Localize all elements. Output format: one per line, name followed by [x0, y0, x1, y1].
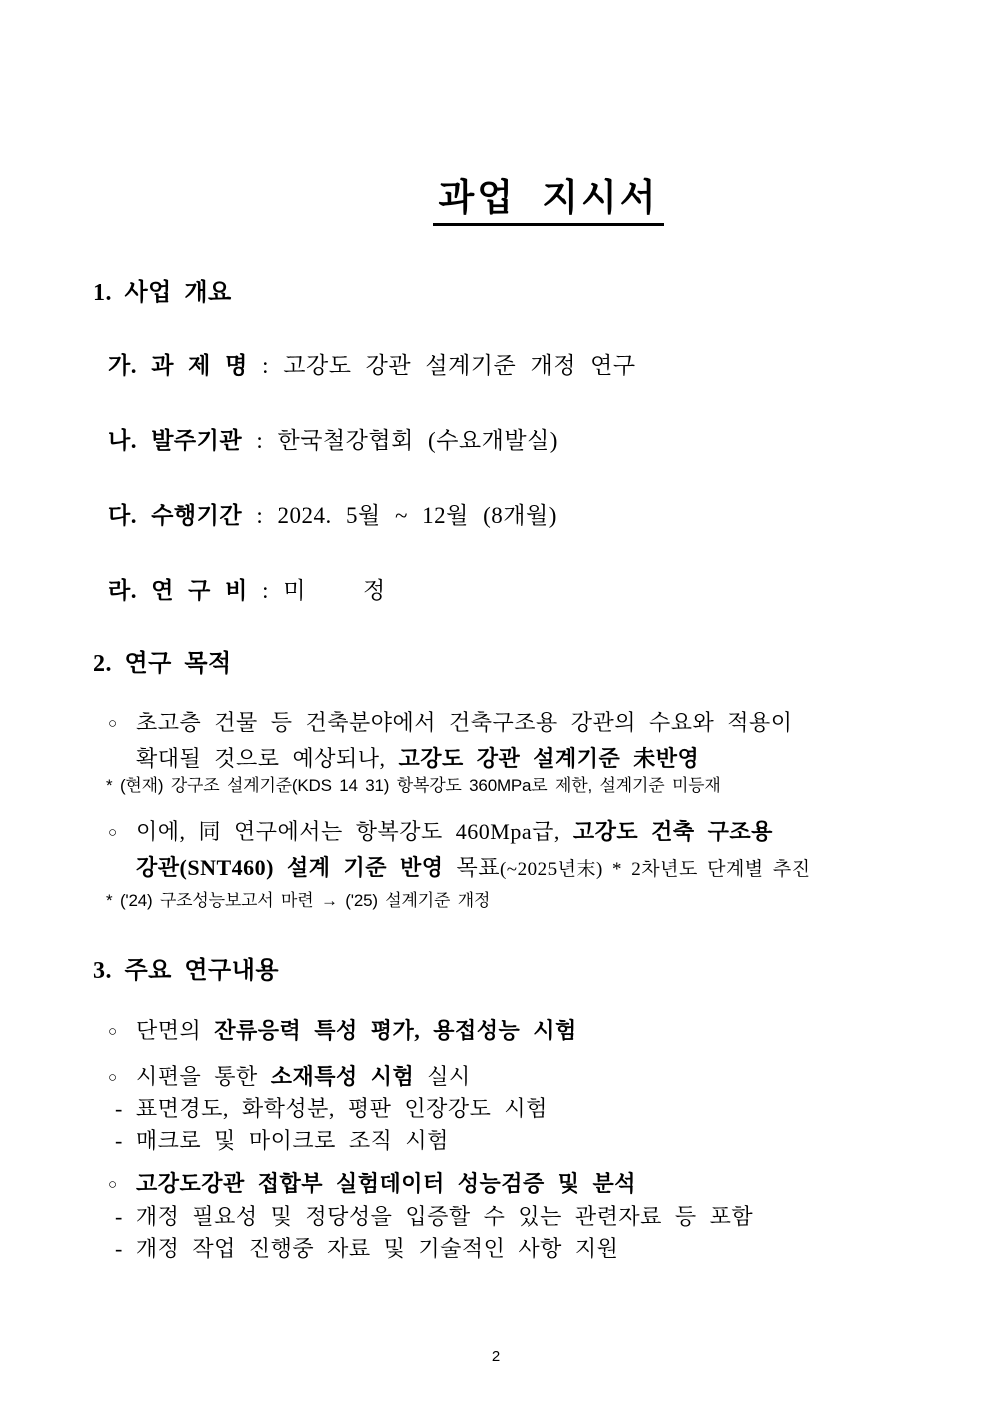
s3-bullet2-sub1: - 표면경도, 화학성분, 평판 인장강도 시험 — [115, 1096, 548, 1121]
s3-bullet3-sub2: - 개정 작업 진행중 자료 및 기술적인 사항 지원 — [115, 1236, 619, 1261]
s3-bullet1-regular: 단면의 — [136, 1018, 215, 1043]
field-budget-label: 라. 연 구 비 — [108, 578, 248, 603]
field-duration — [108, 497, 557, 530]
s2-bullet2-line1-bold: 고강도 건축 구조용 — [572, 819, 773, 844]
s3-bullet2-regular2: 실시 — [414, 1064, 471, 1089]
page-number: 2 — [491, 1348, 501, 1365]
s2-bullet2-line2-bold: 강관(SNT460) 설계 기준 반영 — [136, 855, 444, 880]
field-ordering-agency-label: 나. 발주기관 — [108, 428, 243, 453]
section-1-heading: 1. 사업 개요 — [93, 280, 232, 306]
s3-bullet1-bold: 잔류응력 특성 평가, 용접성능 시험 — [214, 1018, 577, 1043]
page-title-text: 과업 지시서 — [433, 178, 665, 226]
s2-bullet1-note: * (현재) 강구조 설계기준(KDS 14 31) 항복강도 360MPa로 제한, 설계기준 미등재 — [106, 776, 721, 795]
s2-bullet2-line2-regular: 목표 — [443, 855, 500, 880]
s3-bullet1 — [108, 1014, 577, 1045]
page-title — [0, 124, 992, 264]
field-project-name-value: 고강도 강관 설계기준 개정 연구 — [283, 353, 636, 378]
section-2-heading: 2. 연구 목적 — [93, 651, 232, 677]
field-ordering-agency — [108, 422, 558, 455]
s2-bullet1-line2-bold: 고강도 강관 설계기준 未반영 — [398, 746, 700, 771]
s2-bullet2-line1 — [108, 815, 773, 846]
bullet-icon: ○ — [108, 1070, 118, 1086]
s3-bullet3-bold: 고강도강관 접합부 실험데이터 성능검증 및 분석 — [136, 1171, 637, 1196]
s3-bullet2-bold: 소재특성 시험 — [270, 1064, 415, 1089]
field-budget — [108, 572, 386, 605]
s3-bullet2-regular1: 시편을 통한 — [136, 1064, 271, 1089]
bullet-icon: ○ — [108, 716, 118, 732]
field-budget-value: 미 정 — [283, 578, 386, 603]
bullet-icon: ○ — [108, 1177, 118, 1193]
field-ordering-agency-value: 한국철강협회 (수요개발실) — [277, 428, 558, 453]
field-project-name-label: 가. 과 제 명 — [108, 353, 248, 378]
field-duration-label: 다. 수행기간 — [108, 503, 243, 528]
s2-bullet1-line2-regular: 확대될 것으로 예상되나, — [136, 746, 399, 771]
colon-separator: : — [247, 578, 284, 603]
s3-bullet3 — [108, 1167, 636, 1198]
s2-bullet1-line2 — [136, 742, 699, 773]
s3-bullet3-sub1: - 개정 필요성 및 정당성을 입증할 수 있는 관련자료 등 포함 — [115, 1204, 754, 1229]
s2-bullet2-note: * ('24) 구조성능보고서 마련 → ('25) 설계기준 개정 — [106, 891, 491, 910]
s3-bullet2 — [108, 1060, 471, 1091]
s2-bullet2-line2-small: (~2025년末) * 2차년도 단계별 추진 — [499, 859, 811, 880]
s3-bullet2-sub2: - 매크로 및 마이크로 조직 시험 — [115, 1128, 449, 1153]
colon-separator: : — [242, 503, 278, 528]
colon-separator: : — [242, 428, 278, 453]
field-duration-value: 2024. 5월 ~ 12월 (8개월) — [277, 503, 557, 528]
s2-bullet1-line1 — [108, 706, 793, 737]
s2-bullet2-line1-regular: 이에, 同 연구에서는 항복강도 460Mpa급, — [136, 819, 573, 844]
colon-separator: : — [247, 353, 284, 378]
bullet-icon: ○ — [108, 1024, 118, 1040]
field-project-name — [108, 347, 636, 380]
bullet-icon: ○ — [108, 825, 118, 841]
s2-bullet1-line1-text: 초고층 건물 등 건축분야에서 건축구조용 강관의 수요와 적용이 — [136, 710, 793, 735]
s2-bullet2-line2 — [136, 851, 811, 882]
section-3-heading: 3. 주요 연구내용 — [93, 958, 280, 984]
